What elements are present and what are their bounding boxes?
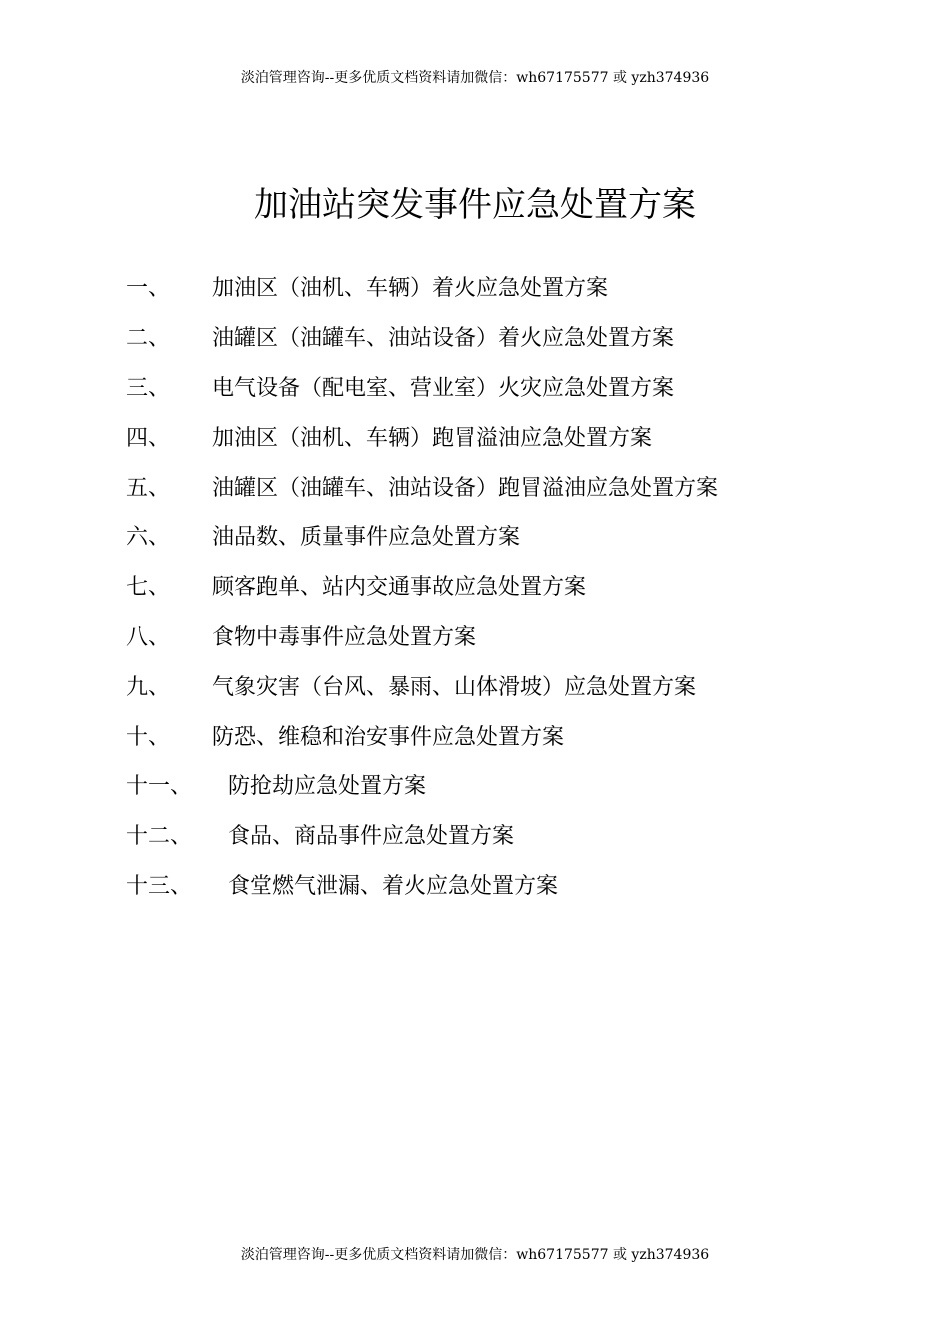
toc-text: 油罐区（油罐车、油站设备）跑冒溢油应急处置方案	[212, 475, 719, 501]
toc-item-13	[126, 860, 916, 910]
toc-item-3	[126, 362, 916, 412]
toc-text: 气象灾害（台风、暴雨、山体滑坡）应急处置方案	[212, 674, 697, 700]
page-header: 淡泊管理咨询--更多优质文档资料请加微信：wh67175577 或 yzh374936	[240, 70, 710, 86]
toc-number: 十三、	[126, 873, 193, 899]
toc-number: 十二、	[126, 824, 193, 850]
toc-number: 九、	[126, 674, 171, 700]
toc-item-12	[126, 810, 916, 860]
toc-item-5	[126, 461, 916, 511]
toc-number: 一、	[126, 276, 171, 302]
toc-item-7	[126, 561, 916, 611]
toc-text: 油品数、质量事件应急处置方案	[212, 525, 521, 551]
toc-text: 防抢劫应急处置方案	[228, 774, 427, 800]
toc-item-11	[126, 760, 916, 810]
toc-item-8	[126, 611, 916, 661]
document-title: 加油站突发事件应急处置方案	[254, 184, 696, 225]
toc-number: 六、	[126, 525, 171, 551]
toc-item-9	[126, 660, 916, 710]
toc-text: 食堂燃气泄漏、着火应急处置方案	[228, 873, 559, 899]
toc-number: 十、	[126, 724, 171, 750]
toc-item-1	[126, 262, 916, 312]
toc-number: 三、	[126, 375, 171, 401]
toc-text: 防恐、维稳和治安事件应急处置方案	[212, 724, 565, 750]
toc-number: 二、	[126, 326, 171, 352]
page-footer: 淡泊管理咨询--更多优质文档资料请加微信：wh67175577 或 yzh374936	[240, 1247, 710, 1263]
toc-text: 顾客跑单、站内交通事故应急处置方案	[212, 575, 587, 601]
toc-text: 加油区（油机、车辆）着火应急处置方案	[212, 276, 609, 302]
toc-number: 七、	[126, 575, 171, 601]
table-of-contents	[126, 262, 916, 909]
toc-item-6	[126, 511, 916, 561]
toc-item-4	[126, 411, 916, 461]
toc-number: 五、	[126, 475, 171, 501]
toc-text: 加油区（油机、车辆）跑冒溢油应急处置方案	[212, 425, 653, 451]
toc-number: 八、	[126, 624, 171, 650]
toc-text: 食品、商品事件应急处置方案	[228, 824, 515, 850]
toc-text: 食物中毒事件应急处置方案	[212, 624, 477, 650]
toc-item-2	[126, 312, 916, 362]
toc-text: 电气设备（配电室、营业室）火灾应急处置方案	[212, 375, 675, 401]
toc-text: 油罐区（油罐车、油站设备）着火应急处置方案	[212, 326, 675, 352]
toc-number: 十一、	[126, 774, 193, 800]
toc-number: 四、	[126, 425, 171, 451]
toc-item-10	[126, 710, 916, 760]
